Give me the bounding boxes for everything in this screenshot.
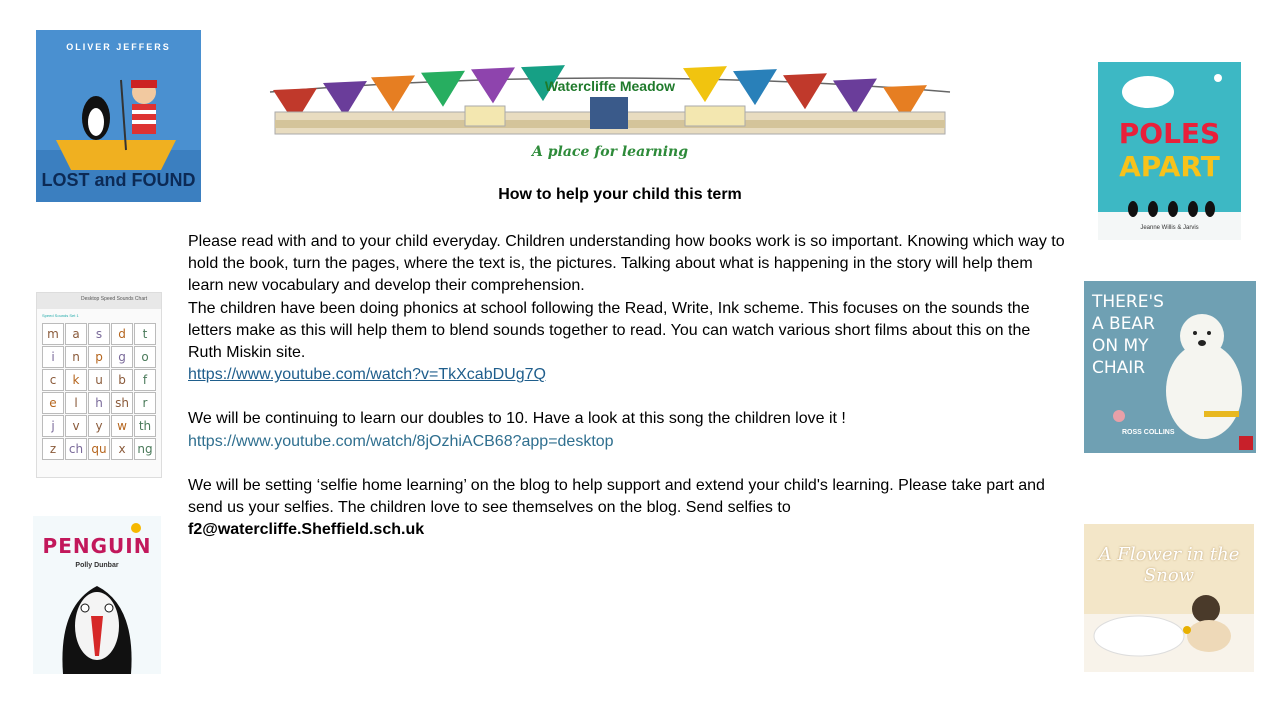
sound-cell: qu xyxy=(88,438,110,460)
school-banner xyxy=(265,62,955,167)
penguin-title: PENGUIN xyxy=(42,534,152,558)
poles-title-2: APART xyxy=(1119,150,1220,183)
sound-cell: i xyxy=(42,346,64,368)
bear-chair-title: THERE'S A BEAR ON MY CHAIR xyxy=(1092,292,1164,378)
sound-cell: s xyxy=(88,323,110,345)
sound-cell: t xyxy=(134,323,156,345)
school-name: Watercliffe Meadow xyxy=(544,78,676,94)
school-slogan: A place for learning xyxy=(532,144,688,160)
book-cover-flower-in-the-snow xyxy=(1084,524,1254,672)
sound-cell: l xyxy=(65,392,87,414)
sound-cell: r xyxy=(134,392,156,414)
sound-cell: u xyxy=(88,369,110,391)
flower-snow-title: A Flower in the Snow xyxy=(1098,544,1240,586)
book-cover-lost-and-found xyxy=(36,30,201,202)
body-text xyxy=(188,231,1068,541)
sound-cell: x xyxy=(111,438,133,460)
sound-cell: h xyxy=(88,392,110,414)
sound-cell: w xyxy=(111,415,133,437)
sound-cell: th xyxy=(134,415,156,437)
sound-cell: b xyxy=(111,369,133,391)
speed-sounds-chart xyxy=(36,292,162,478)
sound-cell: d xyxy=(111,323,133,345)
contact-email: f2@watercliffe.Sheffield.sch.uk xyxy=(188,521,425,539)
sound-cell: g xyxy=(111,346,133,368)
sound-cell: o xyxy=(134,346,156,368)
sound-cell: e xyxy=(42,392,64,414)
sound-cell: p xyxy=(88,346,110,368)
sound-cell: a xyxy=(65,323,87,345)
book-cover-bear-on-my-chair xyxy=(1084,281,1256,453)
phonics-paragraph: The children have been doing phonics at school following the Read, Write, Ink scheme. This focuses on the sounds the letters make as this will help them to blend sounds together to read. You can watch various short films about this on the Ruth Miskin site. xyxy=(188,299,1031,362)
doubles-paragraph: We will be continuing to learn our doubles to 10. Have a look at this song the children love it ! xyxy=(188,410,846,428)
sound-cell: c xyxy=(42,369,64,391)
sound-cell: n xyxy=(65,346,87,368)
book-cover-poles-apart xyxy=(1098,62,1241,240)
sound-cell: sh xyxy=(111,392,133,414)
chart-title: Desktop Speed Sounds Chart xyxy=(81,296,148,302)
sound-cell: ch xyxy=(65,438,87,460)
page-heading: How to help your child this term xyxy=(498,186,742,203)
poles-title-1: POLES xyxy=(1118,117,1221,150)
sound-cell: v xyxy=(65,415,87,437)
sounds-grid xyxy=(42,323,156,460)
book-cover-penguin xyxy=(33,516,161,674)
sound-cell: m xyxy=(42,323,64,345)
lost-found-author: OLIVER JEFFERS xyxy=(66,42,171,52)
chart-subtitle: Speed Sounds Set 1 xyxy=(42,313,79,318)
phonics-video-link[interactable]: https://www.youtube.com/watch?v=TkXcabDUg7Q xyxy=(188,366,546,384)
lost-found-title: LOST and FOUND xyxy=(41,170,196,190)
sound-cell: j xyxy=(42,415,64,437)
sound-cell: k xyxy=(65,369,87,391)
poles-authors: Jeanne Willis & Jarvis xyxy=(1140,225,1199,231)
penguin-author: Polly Dunbar xyxy=(75,562,119,569)
selfie-paragraph: We will be setting ‘selfie home learning’ on the blog to help support and extend your child's learning. Please take part and send us your selfies. The children love to see themselves on the blog. Send selfies to xyxy=(188,476,1045,517)
reading-paragraph: Please read with and to your child everyday. Children understanding how books work is so important. Knowing which way to hold the book, turn the pages, where the text is, the pictures. Talking about what is happening in the story will help them learn new vocabulary and develop their comprehension. xyxy=(188,233,1065,295)
sound-cell: y xyxy=(88,415,110,437)
sound-cell: ng xyxy=(134,438,156,460)
doubles-song-link[interactable]: https://www.youtube.com/watch/8jOzhiACB68?app=desktop xyxy=(188,432,614,450)
bear-chair-author: ROSS COLLINS xyxy=(1122,429,1175,436)
sound-cell: f xyxy=(134,369,156,391)
sound-cell: z xyxy=(42,438,64,460)
